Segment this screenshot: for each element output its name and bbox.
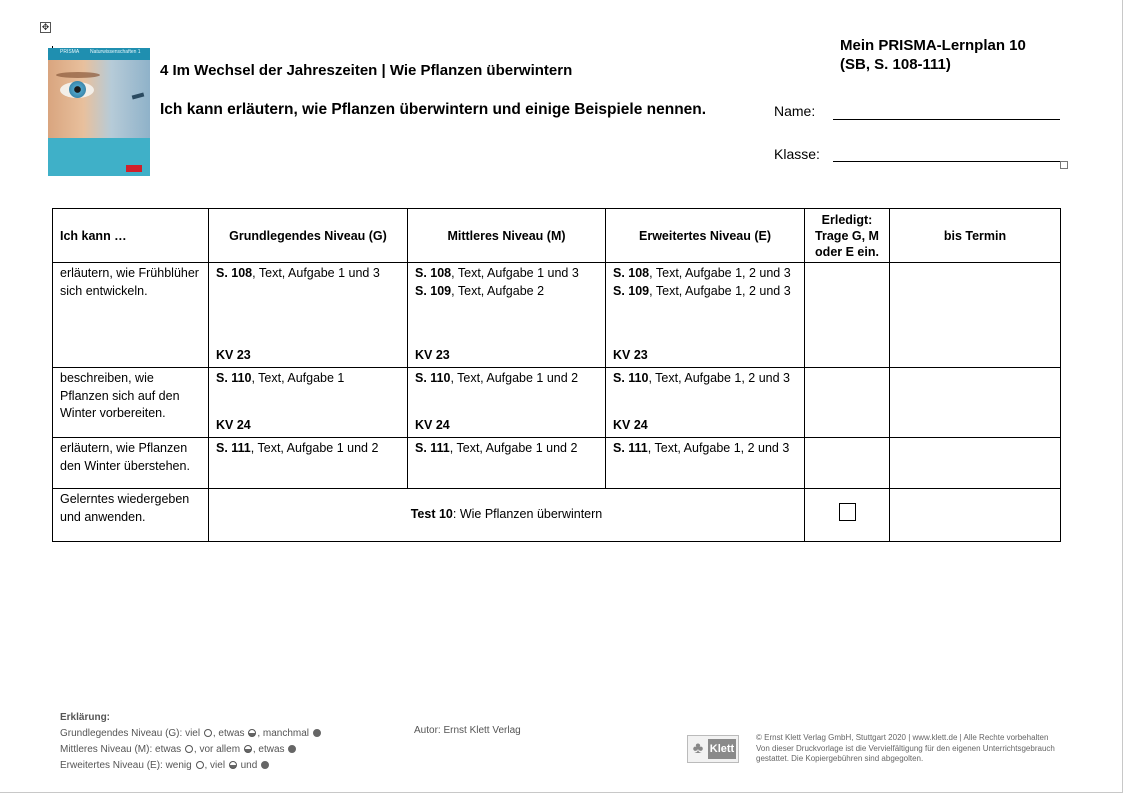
author: Autor: Ernst Klett Verlag [414,725,521,736]
task-line [613,370,797,388]
legend-text: Mittleres Niveau (M): etwas [60,744,184,755]
header-medium-level: Mittleres Niveau (M) [408,209,606,263]
kv-label: KV 24 [216,417,251,432]
basic-cell [209,438,408,489]
task-line [613,440,797,458]
deadline-cell[interactable] [890,489,1061,542]
klett-logo-text: Klett [708,739,736,759]
copyright-line: Von dieser Druckvorlage ist die Vervielfältigung für den eigenen Unterrichtsgebrauch [756,743,1055,753]
legend-line-medium [60,742,322,758]
task-page: S. 110 [613,371,649,385]
task-text: , Text, Aufgabe 1 [251,371,345,385]
task-text: , Text, Aufgabe 1, 2 und 3 [647,441,790,455]
plan-title-line1: Mein PRISMA-Lernplan 10 [840,37,1026,54]
task-text: , Text, Aufgabe 1 und 3 [252,266,380,280]
advanced-cell [606,368,805,438]
kv-label: KV 24 [415,417,450,432]
legend-text: , etwas [212,728,248,739]
task-page: S. 108 [216,266,253,280]
task-text: , Text, Aufgabe 1, 2 und 3 [648,371,790,385]
half-circle-icon [244,745,252,753]
task-page: S. 108 [613,266,650,280]
copyright-line: gestattet. Die Kopiergebühren sind abgegolten. [756,754,924,763]
header-done: Erledigt: Trage G, M oder E ein. [805,209,890,263]
legend-line-basic [60,726,322,742]
legend-title: Erklärung: [60,712,111,723]
task-text: , Text, Aufgabe 1, 2 und 3 [649,266,791,280]
task-page: S. 110 [216,371,252,385]
done-cell [805,489,890,542]
task-line [216,370,400,388]
task-page: S. 110 [415,371,451,385]
test-label: Test 10 [410,507,453,522]
page-title: 4 Im Wechsel der Jahreszeiten | Wie Pflanzen überwintern [160,62,573,79]
empty-circle-icon [204,729,212,737]
task-line [415,370,598,388]
basic-cell [209,368,408,438]
cover-eyebrow [56,72,100,78]
test-text: : Wie Pflanzen überwintern [452,507,603,522]
table-header-row [53,209,1061,263]
task-line [415,265,598,283]
full-circle-icon [313,729,321,737]
header-basic-level: Grundlegendes Niveau (G) [209,209,408,263]
medium-cell [408,438,606,489]
full-circle-icon [288,745,296,753]
task-text: , Text, Aufgabe 1 und 2 [250,441,379,455]
legend-text: , etwas [252,744,288,755]
medium-cell [408,368,606,438]
task-text: , Text, Aufgabe 2 [451,283,545,298]
klett-leaf-icon: ♣ [692,740,704,757]
task-page: S. 109 [415,283,452,298]
kv-label: KV 24 [613,417,648,432]
deadline-cell[interactable] [890,368,1061,438]
can-cell: beschreiben, wie Pflanzen sich auf den Winter vorbereiten. [53,368,209,438]
table-row [53,368,1061,438]
plan-title [840,36,1026,74]
legend-text: Erweitertes Niveau (E): wenig [60,760,195,771]
table-resize-handle[interactable] [1060,161,1068,169]
task-line [613,283,797,301]
class-label: Klasse: [774,146,820,162]
cover-brand: PRISMA [60,49,80,55]
advanced-cell [606,438,805,489]
cover-series: Naturwissenschaften 1 [90,49,141,55]
copyright-line: © Ernst Klett Verlag GmbH, Stuttgart 2020 | www.klett.de | Alle Rechte vorbehalten [756,733,1049,742]
done-cell[interactable] [805,438,890,489]
table-row [53,263,1061,368]
task-line [415,283,598,301]
task-line [415,440,598,458]
half-circle-icon [229,761,237,769]
learning-goal: Ich kann erläutern, wie Pflanzen überwintern und einige Beispiele nennen. [160,101,707,118]
test-cell [209,489,805,542]
task-page: S. 109 [613,283,650,298]
legend-text: , manchmal [257,728,312,739]
done-cell[interactable] [805,263,890,368]
legend-text: Grundlegendes Niveau (G): viel [60,728,203,739]
kv-label: KV 23 [216,347,251,362]
can-cell: erläutern, wie Frühblüher sich entwickeln. [53,263,209,368]
kv-label: KV 23 [415,347,450,362]
task-text: , Text, Aufgabe 1 und 2 [450,371,579,385]
done-cell[interactable] [805,368,890,438]
medium-cell [408,263,606,368]
deadline-cell[interactable] [890,438,1061,489]
class-field[interactable] [833,161,1060,162]
empty-circle-icon [196,761,204,769]
advanced-cell [606,263,805,368]
deadline-cell[interactable] [890,263,1061,368]
task-text: , Text, Aufgabe 1 und 2 [449,441,578,455]
name-field[interactable] [833,119,1060,120]
table-row [53,438,1061,489]
header-advanced-level: Erweitertes Niveau (E) [606,209,805,263]
task-page: S. 111 [216,441,251,455]
task-text: , Text, Aufgabe 1 und 3 [451,266,579,280]
task-page: S. 108 [415,266,452,280]
copyright [756,733,1066,765]
done-checkbox[interactable] [839,503,856,521]
task-line [613,265,797,283]
full-circle-icon [261,761,269,769]
table-row-test [53,489,1061,542]
header-deadline: bis Termin [890,209,1061,263]
cover-klett-logo [126,165,142,172]
cover-iris [69,81,86,98]
task-text: , Text, Aufgabe 1, 2 und 3 [649,283,791,298]
half-circle-icon [248,729,256,737]
legend-text: , vor allem [193,744,243,755]
empty-circle-icon [185,745,193,753]
klett-logo [687,735,739,763]
legend-text: und [237,760,261,771]
task-line [216,265,400,283]
name-label: Name: [774,103,816,119]
legend [60,710,322,774]
legend-text: , viel [204,760,228,771]
header-can: Ich kann … [53,209,209,263]
cover-band [48,48,150,60]
can-cell: Gelerntes wiedergeben und anwenden. [53,489,209,542]
kv-label: KV 23 [613,347,648,362]
book-cover-image [48,48,150,176]
basic-cell [209,263,408,368]
can-cell: erläutern, wie Pflanzen den Winter überstehen. [53,438,209,489]
table-move-handle-icon[interactable]: ✥ [41,22,50,32]
task-line [216,440,400,458]
task-page: S. 111 [613,441,648,455]
lernplan-table [52,208,1061,542]
legend-line-advanced [60,758,322,774]
plan-title-line2: (SB, S. 108-111) [840,56,951,73]
task-page: S. 111 [415,441,450,455]
